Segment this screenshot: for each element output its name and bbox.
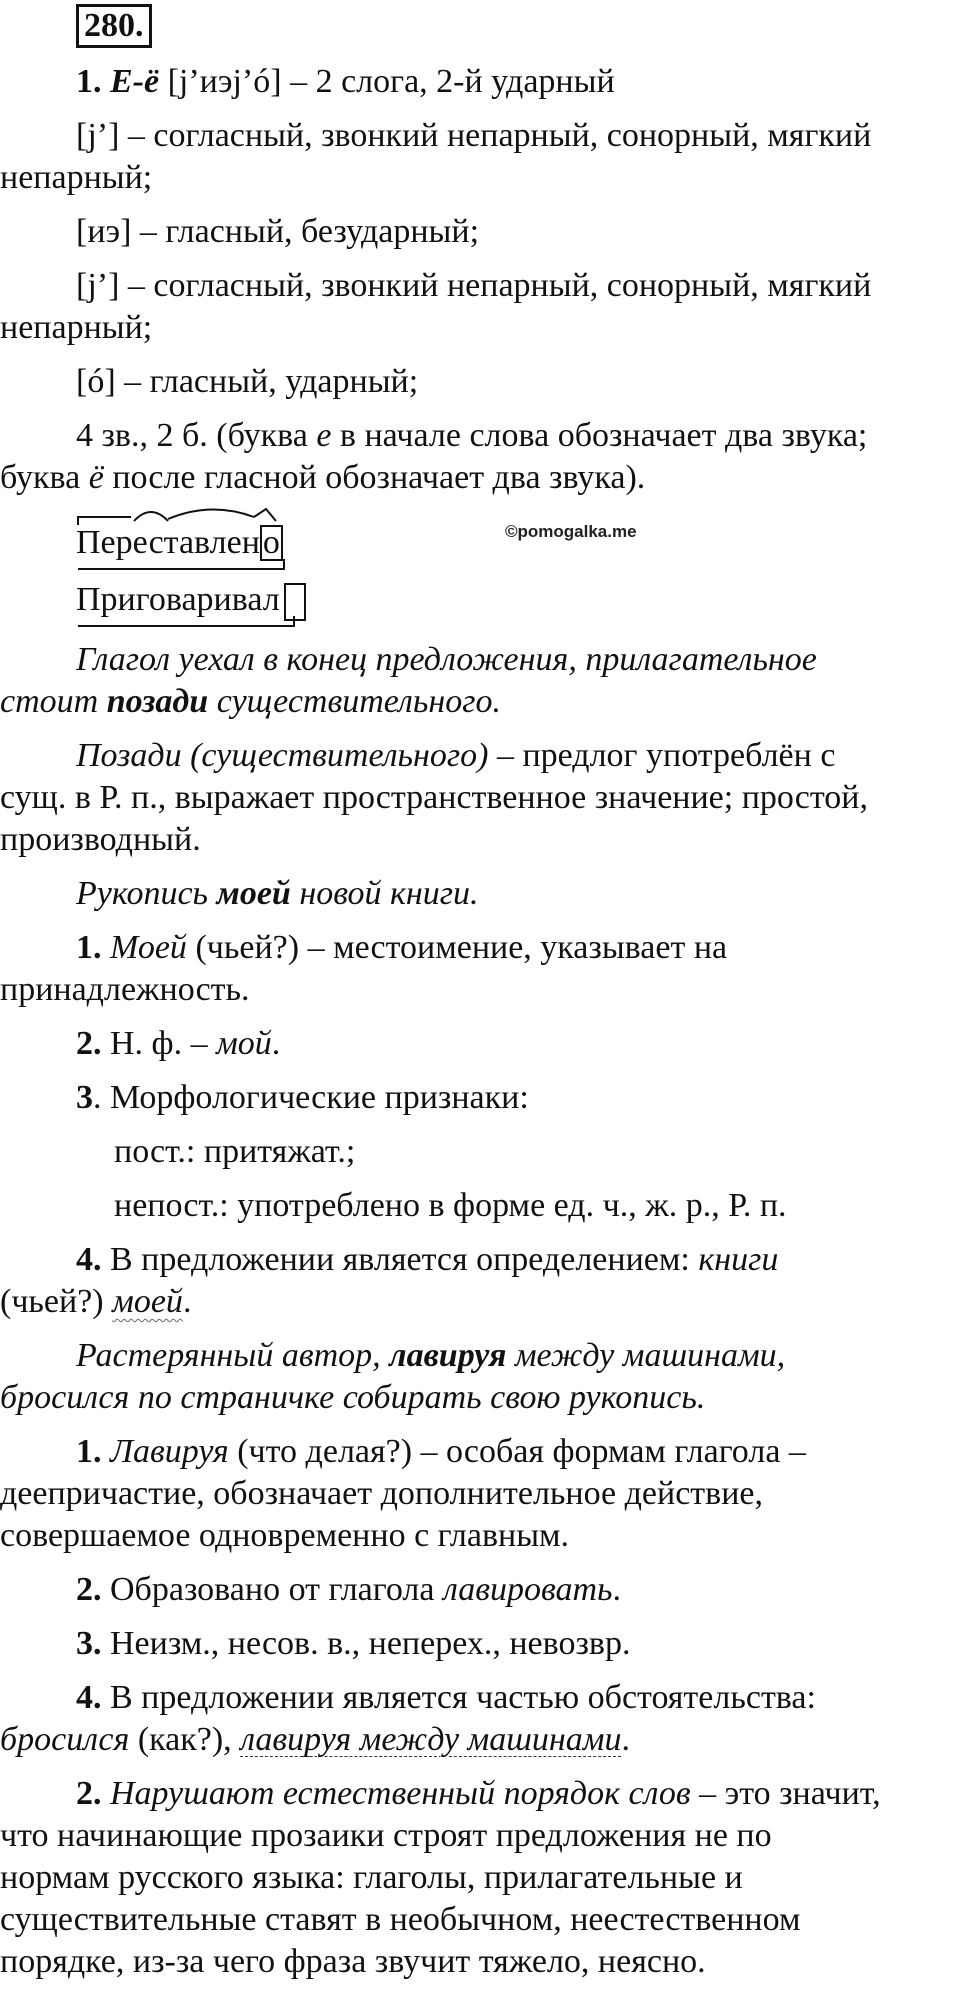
morphemic-word-1 <box>76 523 283 563</box>
task-number: 280. <box>76 4 152 48</box>
feature-line: непост.: употреблено в форме ед. ч., ж. р., Р. п. <box>114 1187 787 1224</box>
analysis-term: книги <box>698 1241 779 1278</box>
analysis-text: (как?), <box>129 1721 241 1758</box>
analysis-text: . Морфологические признаки: <box>93 1079 529 1116</box>
analysis-item-cont <box>0 1282 191 1322</box>
analysis-text: . <box>621 1721 630 1758</box>
summary-letter: е <box>316 417 332 454</box>
analysis-term: мой <box>216 1025 272 1062</box>
phonetic-header <box>76 62 615 102</box>
task-number-box <box>76 4 152 48</box>
explanation-text: существительного. <box>208 683 501 720</box>
analysis-text: В предложении является частью обстоятельства: <box>101 1679 816 1716</box>
answer-paragraph <box>76 1774 881 1814</box>
highlighted-word: лавируя <box>389 1337 507 1374</box>
preposition-analysis: сущ. в Р. п., выражает пространственное значение; простой, <box>0 779 868 816</box>
analysis-term: лавировать <box>442 1571 613 1608</box>
item-number: 4. <box>76 1679 102 1716</box>
item-number: 1. <box>76 929 102 966</box>
analyzed-word: Е-ё <box>110 63 160 100</box>
analysis-item <box>76 1570 621 1610</box>
item-number: 3. <box>76 1625 102 1662</box>
summary-line <box>0 458 645 498</box>
item-number: 2. <box>76 1571 102 1608</box>
summary-text: после гласной обозначает два звука). <box>103 459 646 496</box>
morpheme-marks <box>76 580 316 640</box>
analysis-text: Н. ф. – <box>101 1025 217 1062</box>
transcription: [j’иэj’ó] – 2 слога, 2-й ударный <box>159 63 615 100</box>
analysis-item-cont <box>0 1720 630 1760</box>
explanation-line <box>0 682 501 722</box>
analysis-text: . <box>612 1571 622 1608</box>
analysis-text: В предложении является определением: <box>101 1241 699 1278</box>
answer-paragraph-cont: нормам русского языка: глаголы, прилагательные и <box>0 1859 743 1896</box>
answer-paragraph-cont: существительные ставят в необычном, неестественном <box>0 1901 801 1938</box>
item-number: 2. <box>76 1025 102 1062</box>
summary-text: 4 зв., 2 б. (буква <box>76 417 317 454</box>
sound-line-cont: непарный; <box>0 159 153 196</box>
attribute-underlined: моей <box>112 1283 183 1320</box>
analysis-text: (чьей?) – местоимение, указывает на <box>186 929 728 966</box>
item-number: 1. <box>76 1433 102 1470</box>
morph-word-stem: Переставлен <box>76 524 260 561</box>
summary-text: в начале слова обозначает два звука; <box>331 417 868 454</box>
morph-word: Приговаривал <box>76 581 280 618</box>
analysis-text: . <box>182 1283 192 1320</box>
explanation-line: Глагол уехал в конец предложения, прилагательное <box>76 641 817 678</box>
analysis-text: Неизм., несов. в., неперех., невозвр. <box>101 1625 631 1662</box>
analysis-item <box>76 1078 529 1118</box>
sentence-text: между машинами, <box>506 1337 786 1374</box>
analysis-term: бросился <box>0 1721 130 1758</box>
summary-line <box>76 416 867 456</box>
analysis-term: Нарушают естественный порядок слов <box>110 1775 691 1812</box>
analysis-item-cont: совершаемое одновременно с главным. <box>0 1517 570 1554</box>
analysis-term: Моей <box>110 929 187 966</box>
analysis-term: Позади (существительного) <box>76 737 489 774</box>
adverbial-underlined: лавируя между машинами <box>240 1721 622 1758</box>
analysis-item <box>76 928 727 968</box>
preposition-analysis: производный. <box>0 821 201 858</box>
feature-line: пост.: притяжат.; <box>114 1133 356 1170</box>
item-number: 1. <box>76 63 102 100</box>
summary-letter: ё <box>88 459 104 496</box>
item-number: 4. <box>76 1241 102 1278</box>
analysis-item-cont: деепричастие, обозначает дополнительное действие, <box>0 1475 763 1512</box>
example-sentence-cont: бросился по страничке собирать свою рукопись. <box>0 1379 706 1416</box>
analysis-text: . <box>271 1025 281 1062</box>
analysis-text: – предлог употреблён с <box>488 737 836 774</box>
analysis-text: Образовано от глагола <box>101 1571 443 1608</box>
example-sentence <box>76 874 479 914</box>
highlighted-word: позади <box>106 683 209 720</box>
explanation-text: стоит <box>0 683 107 720</box>
sound-line: [иэ] – гласный, безударный; <box>76 213 480 250</box>
sound-line: [j’] – согласный, звонкий непарный, сонорный, мягкий <box>76 267 872 304</box>
summary-text: буква <box>0 459 89 496</box>
morphemic-word-2 <box>76 580 306 621</box>
analysis-text: – это значит, <box>690 1775 881 1812</box>
item-number: 3 <box>76 1079 93 1116</box>
highlighted-word: моей <box>216 875 291 912</box>
analysis-item <box>76 1678 816 1718</box>
analysis-item <box>76 1240 778 1280</box>
sentence-text: новой книги. <box>290 875 479 912</box>
analysis-text: (чьей?) <box>0 1283 113 1320</box>
item-number: 2. <box>76 1775 102 1812</box>
morpheme-marks <box>76 523 316 583</box>
answer-paragraph-cont: порядке, из-за чего фраза звучит тяжело, неясно. <box>0 1943 706 1980</box>
sentence-text: Растерянный автор, <box>76 1337 390 1374</box>
morph-ending: о <box>260 525 283 561</box>
sentence-text: Рукопись <box>76 875 217 912</box>
analysis-item <box>76 1024 280 1064</box>
sound-line-cont: непарный; <box>0 309 153 346</box>
sound-line: [ó] – гласный, ударный; <box>76 363 419 400</box>
analysis-term: Лавируя <box>110 1433 229 1470</box>
analysis-item <box>76 1624 630 1664</box>
analysis-item-cont: принадлежность. <box>0 971 250 1008</box>
analysis-text: (что делая?) – особая формам глагола – <box>228 1433 806 1470</box>
example-sentence <box>76 1336 785 1376</box>
preposition-analysis <box>76 736 835 776</box>
answer-paragraph-cont: что начинающие прозаики строят предложения не по <box>0 1817 772 1854</box>
analysis-item <box>76 1432 806 1472</box>
sound-line: [j’] – согласный, звонкий непарный, сонорный, мягкий <box>76 117 872 154</box>
watermark: ©pomogalka.me <box>505 522 637 541</box>
